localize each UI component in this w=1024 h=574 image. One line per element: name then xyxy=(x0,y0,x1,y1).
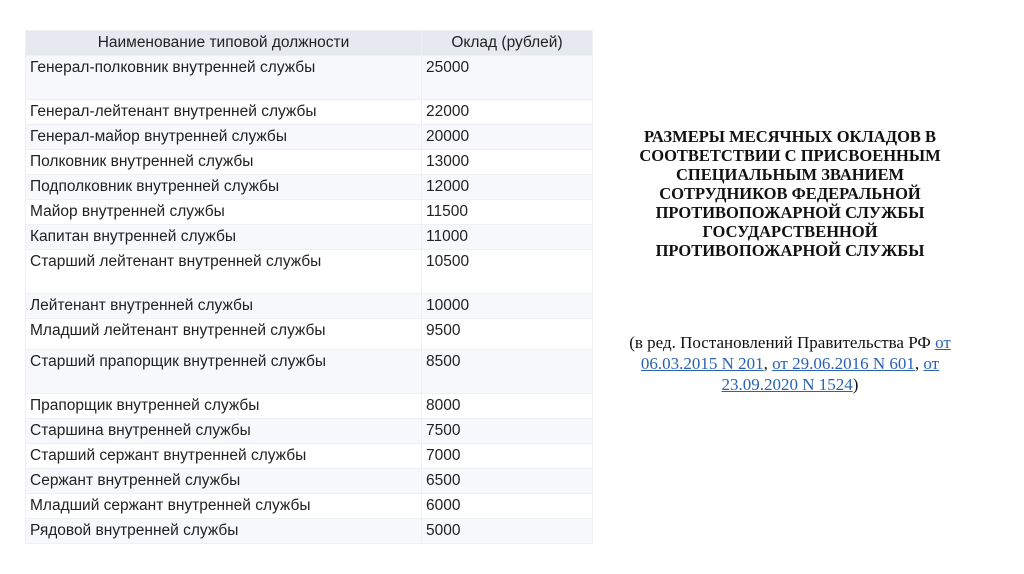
table-row xyxy=(26,225,593,250)
table-row xyxy=(26,125,593,150)
position-cell: Старшина внутренней службы xyxy=(26,419,422,444)
column-header-salary: Оклад (рублей) xyxy=(422,31,593,56)
position-cell: Генерал-майор внутренней службы xyxy=(26,125,422,150)
salary-cell: 25000 xyxy=(422,56,593,100)
salary-cell: 8000 xyxy=(422,394,593,419)
salary-cell: 5000 xyxy=(422,519,593,544)
column-header-position: Наименование типовой должности xyxy=(26,31,422,56)
salary-cell: 20000 xyxy=(422,125,593,150)
note-prefix: (в ред. Постановлений Правительства РФ xyxy=(629,333,936,352)
salary-cell: 13000 xyxy=(422,150,593,175)
salary-cell: 10500 xyxy=(422,250,593,294)
note-suffix: ) xyxy=(852,375,859,394)
salary-cell: 9500 xyxy=(422,319,593,350)
salary-cell: 11500 xyxy=(422,200,593,225)
salary-cell: 8500 xyxy=(422,350,593,394)
table-row xyxy=(26,319,593,350)
position-cell: Сержант внутренней службы xyxy=(26,469,422,494)
position-cell: Генерал-полковник внутренней службы xyxy=(26,56,422,100)
position-cell: Полковник внутренней службы xyxy=(26,150,422,175)
table-row xyxy=(26,469,593,494)
table-row xyxy=(26,56,593,100)
salary-cell: 7500 xyxy=(422,419,593,444)
amendment-link-2[interactable]: от 29.06.2016 N 601 xyxy=(772,354,915,373)
table-row xyxy=(26,519,593,544)
position-cell: Подполковник внутренней службы xyxy=(26,175,422,200)
table-row xyxy=(26,200,593,225)
page-title: РАЗМЕРЫ МЕСЯЧНЫХ ОКЛАДОВ В СООТВЕТСТВИИ С ПРИСВОЕННЫМ СПЕЦИАЛЬНЫМ ЗВАНИЕМ СОТРУДНИКОВ ФЕДЕРАЛЬНОЙ ПРОТИВОПОЖАРНОЙ СЛУЖБЫ ГОСУДАРСТВЕННОЙ ПРОТИВОПОЖАРНОЙ СЛУЖБЫ xyxy=(639,127,941,260)
position-cell: Старший лейтенант внутренней службы xyxy=(26,250,422,294)
table-row xyxy=(26,350,593,394)
amendment-link-1[interactable]: от 06.03.2015 N 201 xyxy=(640,333,951,373)
position-cell: Лейтенант внутренней службы xyxy=(26,294,422,319)
separator: , xyxy=(763,354,773,373)
table-row xyxy=(26,419,593,444)
salary-cell: 12000 xyxy=(422,175,593,200)
position-cell: Генерал-лейтенант внутренней службы xyxy=(26,100,422,125)
table-row xyxy=(26,294,593,319)
salary-cell: 10000 xyxy=(422,294,593,319)
position-cell: Прапорщик внутренней службы xyxy=(26,394,422,419)
position-cell: Майор внутренней службы xyxy=(26,200,422,225)
salary-cell: 11000 xyxy=(422,225,593,250)
salary-table xyxy=(25,30,593,544)
position-cell: Младший лейтенант внутренней службы xyxy=(26,319,422,350)
table-row xyxy=(26,175,593,200)
position-cell: Капитан внутренней службы xyxy=(26,225,422,250)
salary-cell: 7000 xyxy=(422,444,593,469)
amendment-link-3[interactable]: от 23.09.2020 N 1524 xyxy=(721,354,940,394)
table-row xyxy=(26,250,593,294)
position-cell: Старший прапорщик внутренней службы xyxy=(26,350,422,394)
table-row xyxy=(26,444,593,469)
table-row xyxy=(26,494,593,519)
table-row xyxy=(26,150,593,175)
amendment-note xyxy=(620,332,960,395)
position-cell: Старший сержант внутренней службы xyxy=(26,444,422,469)
salary-cell: 6000 xyxy=(422,494,593,519)
salary-cell: 6500 xyxy=(422,469,593,494)
position-cell: Рядовой внутренней службы xyxy=(26,519,422,544)
position-cell: Младший сержант внутренней службы xyxy=(26,494,422,519)
salary-cell: 22000 xyxy=(422,100,593,125)
table-row xyxy=(26,100,593,125)
separator: , xyxy=(914,354,924,373)
table-row xyxy=(26,394,593,419)
